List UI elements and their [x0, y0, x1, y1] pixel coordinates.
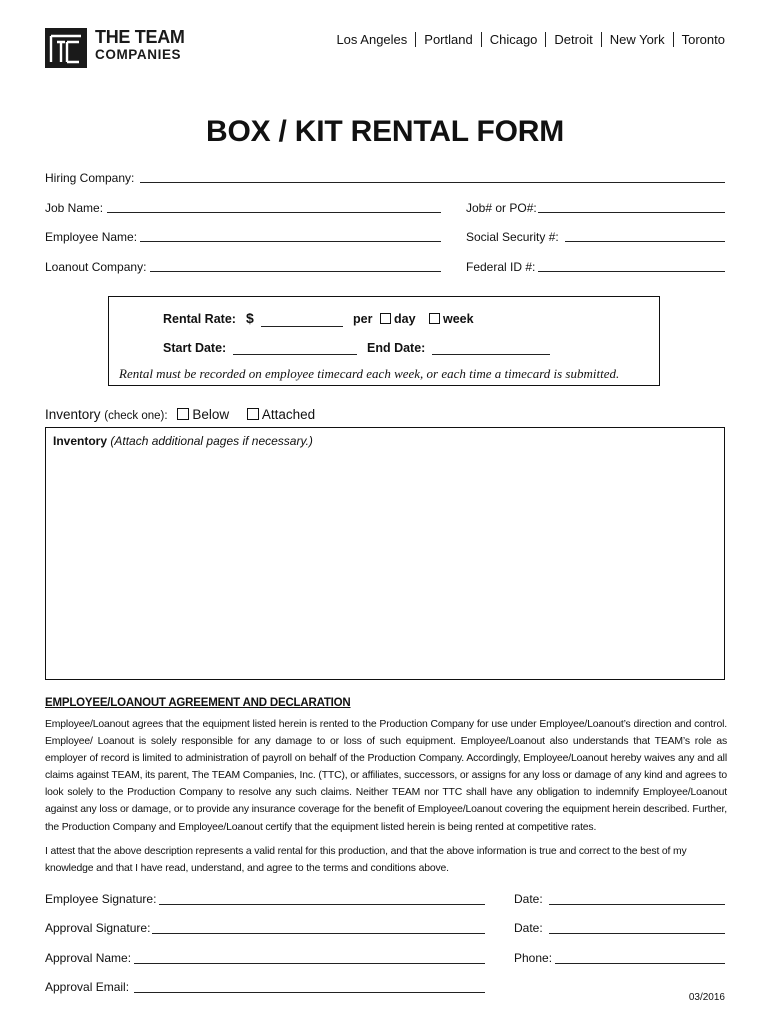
date-1-field[interactable]	[549, 904, 725, 905]
day-option[interactable]	[380, 312, 416, 326]
inventory-box-header	[53, 434, 313, 448]
rental-rate-box	[108, 296, 660, 386]
rental-note: Rental must be recorded on employee timecard each week, or each time a timecard is submitted.	[119, 366, 620, 381]
employee-name-label: Employee Name:	[45, 230, 138, 244]
logo-line-1: THE TEAM	[95, 27, 185, 47]
separator	[481, 32, 482, 47]
agreement-body: Employee/Loanout agrees that the equipment listed herein is rented to the Production Company for use under Employee/Loanout’s direction and control. Employee/ Loanout is solely responsible for any damage to or loss of such equipment. Employee/Loanout also understands that TEAM’s role as employer of record is limited to administration of payroll on behalf of the Production Company. Accordingly, Employee/Loanout hereby waives any and all claims against TEAM, its parent, The TEAM Companies, Inc. (TTC), or affiliates, successors, or assigns for any loss or damage of any kind and agrees to look solely to the Production Company to resolve any such claims. Neither TEAM nor TTC shall have any obligation to indemnify Employee/Loanout against any loss or damage, or to provide any insurance coverage for the benefit of Employee/Loanout covering the equipment herein described. Further, the Production Company and Employee/Loanout certify that the equipment listed herein is being rented at competitive rates.	[45, 719, 727, 833]
date-1-label: Date:	[514, 892, 543, 906]
city-toronto: Toronto	[681, 32, 725, 47]
form-version: 03/2016	[688, 992, 725, 1003]
attached-checkbox[interactable]	[247, 408, 259, 420]
below-checkbox[interactable]	[177, 408, 189, 420]
loanout-company-label: Loanout Company:	[45, 260, 147, 274]
date-2-label: Date:	[514, 921, 543, 935]
check-one-label: (check one):	[104, 410, 168, 422]
end-date-label: End Date:	[367, 341, 426, 355]
ttc-logo-icon	[45, 28, 87, 68]
day-checkbox[interactable]	[380, 313, 391, 324]
company-logo-mark	[45, 28, 87, 68]
attestation-text: I attest that the above description represents a valid rental for this production, and that the above information is true and correct to the best of my knowledge and that I have read, understand, and agree to the terms and conditions above.	[45, 846, 687, 875]
approval-signature-field[interactable]	[152, 933, 485, 934]
job-po-label: Job# or PO#:	[466, 201, 537, 215]
employee-signature-field[interactable]	[159, 904, 485, 905]
approval-email-field[interactable]	[134, 992, 485, 993]
city-detroit: Detroit	[554, 32, 593, 47]
week-option[interactable]	[429, 312, 474, 326]
company-logo-text	[95, 28, 185, 62]
logo-line-2: COMPANIES	[95, 47, 182, 62]
city-chicago: Chicago	[489, 32, 538, 47]
approval-email-label: Approval Email:	[45, 980, 130, 994]
currency-symbol: $	[246, 310, 254, 326]
hiring-company-label: Hiring Company:	[45, 171, 135, 185]
separator	[415, 32, 416, 47]
separator	[545, 32, 546, 47]
job-po-field[interactable]	[538, 212, 725, 213]
loanout-company-field[interactable]	[150, 271, 441, 272]
agreement-title: EMPLOYEE/LOANOUT AGREEMENT AND DECLARATION	[45, 697, 351, 709]
start-date-field[interactable]	[233, 354, 357, 355]
inventory-selector	[45, 407, 315, 422]
ssn-field[interactable]	[565, 241, 725, 242]
phone-field[interactable]	[555, 963, 725, 964]
job-name-field[interactable]	[107, 212, 441, 213]
phone-label: Phone:	[514, 951, 553, 965]
separator	[601, 32, 602, 47]
below-label: Below	[192, 407, 230, 422]
rental-rate-field[interactable]	[261, 326, 343, 327]
city-new-york: New York	[609, 32, 665, 47]
inventory-label: Inventory	[45, 407, 101, 422]
approval-name-field[interactable]	[134, 963, 485, 964]
rental-rate-label: Rental Rate:	[163, 312, 236, 326]
inventory-box[interactable]	[45, 427, 725, 680]
ssn-label: Social Security #:	[466, 230, 559, 244]
start-date-label: Start Date:	[163, 341, 227, 355]
employee-signature-label: Employee Signature:	[45, 892, 157, 906]
city-portland: Portland	[424, 32, 473, 47]
form-title: BOX / KIT RENTAL FORM	[205, 115, 564, 148]
approval-name-label: Approval Name:	[45, 951, 132, 965]
federal-id-label: Federal ID #:	[466, 260, 536, 274]
per-label: per	[353, 312, 373, 326]
federal-id-field[interactable]	[538, 271, 725, 272]
inventory-box-hint: (Attach additional pages if necessary.)	[110, 434, 313, 448]
week-label: week	[443, 312, 474, 326]
hiring-company-field[interactable]	[140, 182, 725, 183]
city-los-angeles: Los Angeles	[336, 32, 408, 47]
attached-label: Attached	[261, 407, 316, 422]
date-2-field[interactable]	[549, 933, 725, 934]
job-name-label: Job Name:	[45, 201, 104, 215]
inventory-box-title: Inventory	[53, 434, 108, 448]
office-cities	[336, 32, 725, 47]
separator	[673, 32, 674, 47]
approval-signature-label: Approval Signature:	[45, 921, 151, 935]
end-date-field[interactable]	[432, 354, 550, 355]
employee-name-field[interactable]	[140, 241, 441, 242]
day-label: day	[394, 312, 416, 326]
week-checkbox[interactable]	[429, 313, 440, 324]
